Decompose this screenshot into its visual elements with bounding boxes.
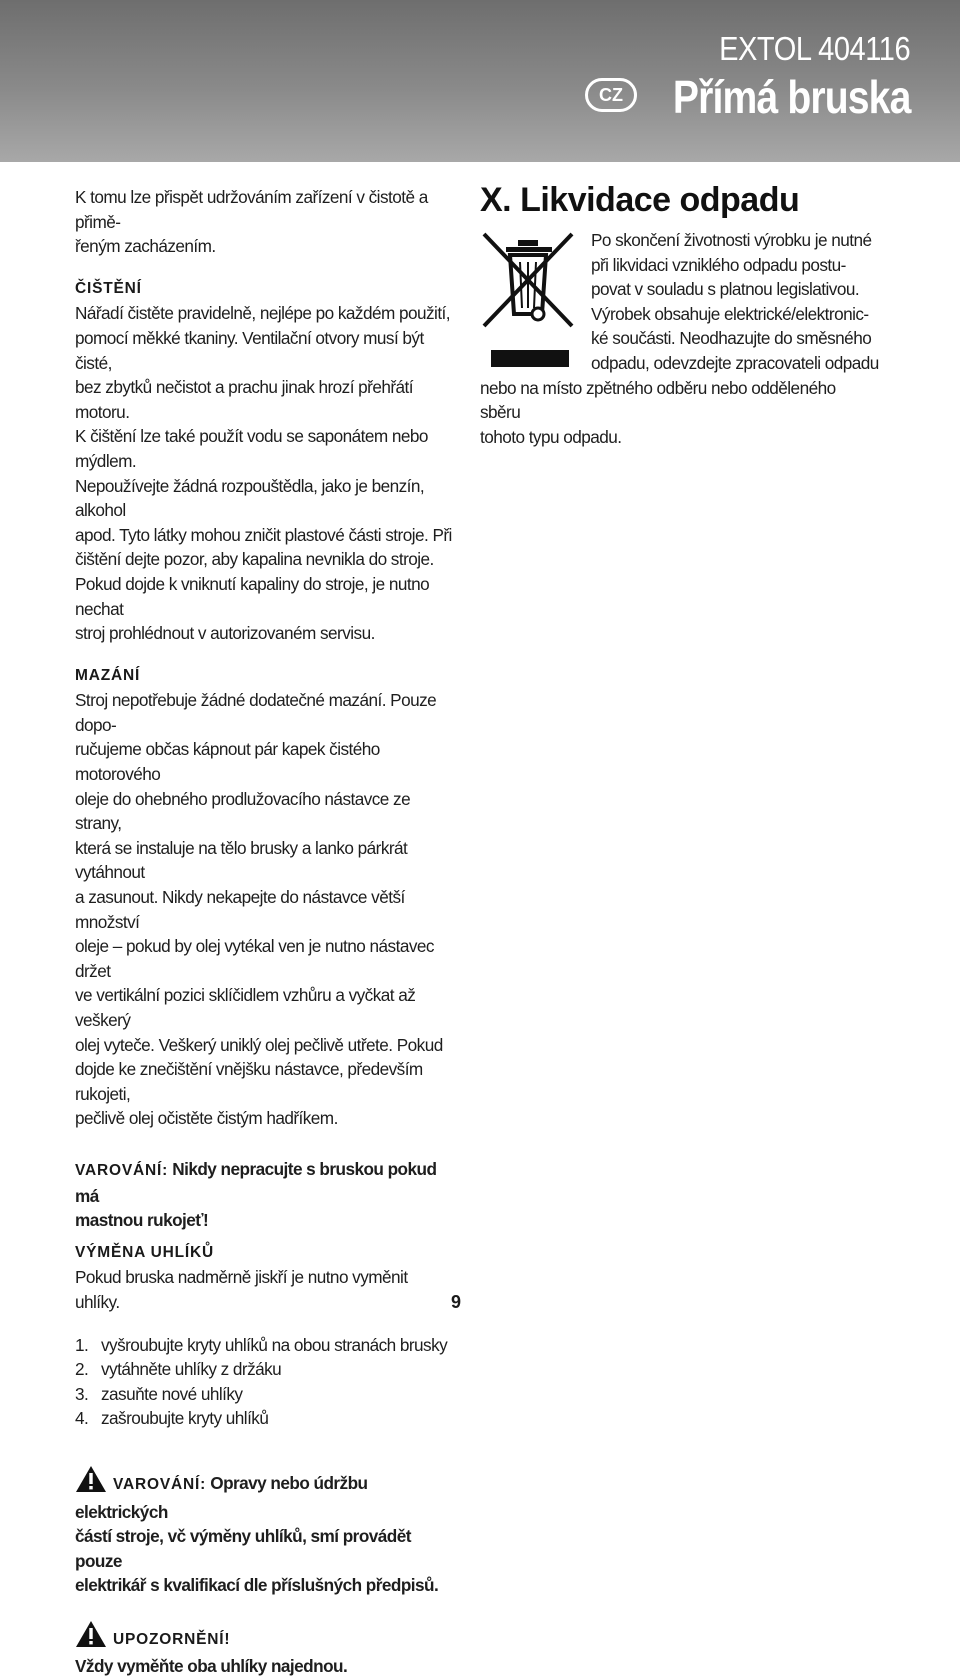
text-line: Nářadí čistěte pravidelně, nejlépe po každém použití, [75, 303, 450, 324]
left-column [75, 185, 455, 1679]
section-heading-vymena: VÝMĚNA UHLÍKŮ [75, 1243, 214, 1261]
list-item [75, 1382, 455, 1407]
text-line: tohoto typu odpadu. [480, 426, 622, 447]
step-text: vytáhněte uhlíky z držáku [101, 1359, 282, 1380]
text-line: a zasunout. Nikdy nekapejte do nástavce větší množství [75, 887, 405, 932]
text-line: odpadu, odevzdejte zpracovateli odpadu [591, 352, 879, 373]
warning-triangle-icon [75, 1620, 107, 1655]
notice-text: Vždy vyměňte oba uhlíky najednou. [75, 1656, 348, 1677]
right-column [480, 228, 880, 449]
cisteni-text [75, 301, 455, 645]
mazani-text [75, 688, 455, 1131]
step-text: zašroubujte kryty uhlíků [101, 1408, 269, 1429]
text-line: oleje do ohebného prodlužovacího nástavce ze strany, [75, 788, 411, 834]
text-line: stroj prohlédnout v autorizovaném servisu. [75, 623, 375, 644]
step-text: vyšroubujte kryty uhlíků na obou stranách brusky [101, 1334, 448, 1355]
step-text: zasuňte nové uhlíky [101, 1383, 243, 1404]
list-item [75, 1333, 455, 1358]
list-item [75, 1357, 455, 1382]
text-line: bez zbytků nečistot a prachu jinak hrozí přehřátí motoru. [75, 377, 413, 422]
text-line: ké součásti. Neodhazujte do směsného [591, 328, 872, 349]
text-line: oleje – pokud by olej vytékal ven je nutno nástavec držet [75, 936, 434, 981]
text-line: ve vertikální pozici sklíčidlem vzhůru a vyčkat až veškerý [75, 985, 416, 1030]
text-line: Stroj nepotřebuje žádné dodatečné mazání. Pouze dopo- [75, 690, 437, 735]
section-title-likvidace: X. Likvidace odpadu [480, 181, 800, 219]
text-line: pomocí měkké tkaniny. Ventilační otvory musí být čisté, [75, 327, 424, 373]
warning-label: VAROVÁNÍ: [75, 1161, 169, 1179]
text-line: nebo na místo zpětného odběru nebo odděleného sběru [480, 377, 836, 423]
page-header [0, 0, 960, 162]
step-number: 2. [75, 1359, 89, 1380]
product-title: Přímá bruska [672, 71, 910, 123]
language-badge: CZ [585, 78, 637, 112]
list-item [75, 1406, 455, 1431]
intro-line: řeným zacházením. [75, 236, 216, 257]
step-number: 3. [75, 1383, 89, 1404]
text-line: K čištění lze také použít vodu se saponátem nebo mýdlem. [75, 426, 428, 471]
warning-text: elektrikář s kvalifikací dle příslušných předpisů. [75, 1575, 439, 1596]
notice-carbons [75, 1620, 455, 1679]
warning-text: částí stroje, vč výměny uhlíků, smí provádět pouze [75, 1526, 411, 1571]
steps-list [75, 1333, 455, 1431]
warning-label: VAROVÁNÍ: [113, 1475, 207, 1493]
warning-text: Nikdy nepracujte s bruskou pokud má [75, 1158, 437, 1206]
intro-line: K tomu lze přispět udržováním zařízení v čistotě a přimě- [75, 187, 428, 232]
page-number: 9 [451, 1292, 462, 1312]
warning-triangle-icon [75, 1465, 107, 1500]
text-line: Výrobek obsahuje elektrické/elektronic- [591, 303, 869, 324]
text-line: ručujeme občas kápnout pár kapek čistého motorového [75, 739, 380, 785]
section-heading-cisteni: ČIŠTĚNÍ [75, 279, 142, 297]
text-line: dojde ke znečištění vnějšku nástavce, především rukojeti, [75, 1059, 423, 1104]
notice-label: UPOZORNĚNÍ! [113, 1630, 231, 1648]
text-line: která se instaluje na tělo brusky a lanko párkrát vytáhnout [75, 837, 408, 883]
text-line: apod. Tyto látky mohou zničit plastové části stroje. Při [75, 524, 452, 545]
section-heading-mazani: MAZÁNÍ [75, 666, 141, 684]
text-line: Pokud dojde k vniknutí kapaliny do stroje, je nutno nechat [75, 573, 430, 619]
warning-electrical [75, 1465, 455, 1598]
text-line: povat v souladu s platnou legislativou. [591, 279, 860, 300]
text-line: pečlivě olej očistěte čistým hadříkem. [75, 1108, 338, 1129]
step-number: 4. [75, 1408, 89, 1429]
vymena-text: Pokud bruska nadměrně jiskří je nutno vyměnit uhlíky. [75, 1267, 408, 1312]
text-line: Nepoužívejte žádná rozpouštědla, jako je benzín, alkohol [75, 475, 425, 521]
text-line: Po skončení životnosti výrobku je nutné [591, 230, 872, 250]
text-line: při likvidaci vzniklého odpadu postu- [591, 254, 846, 275]
step-number: 1. [75, 1334, 89, 1355]
text-line: olej vyteče. Veškerý uniklý olej pečlivě utřete. Pokud [75, 1034, 443, 1055]
warning-text: Opravy nebo údržbu elektrických [75, 1472, 368, 1522]
warning-text: mastnou rukojeť! [75, 1210, 209, 1231]
brand-model: EXTOL 404116 [718, 30, 910, 67]
warning-grease [75, 1157, 455, 1233]
text-line: čištění dejte pozor, aby kapalina nevnikla do stroje. [75, 549, 434, 570]
